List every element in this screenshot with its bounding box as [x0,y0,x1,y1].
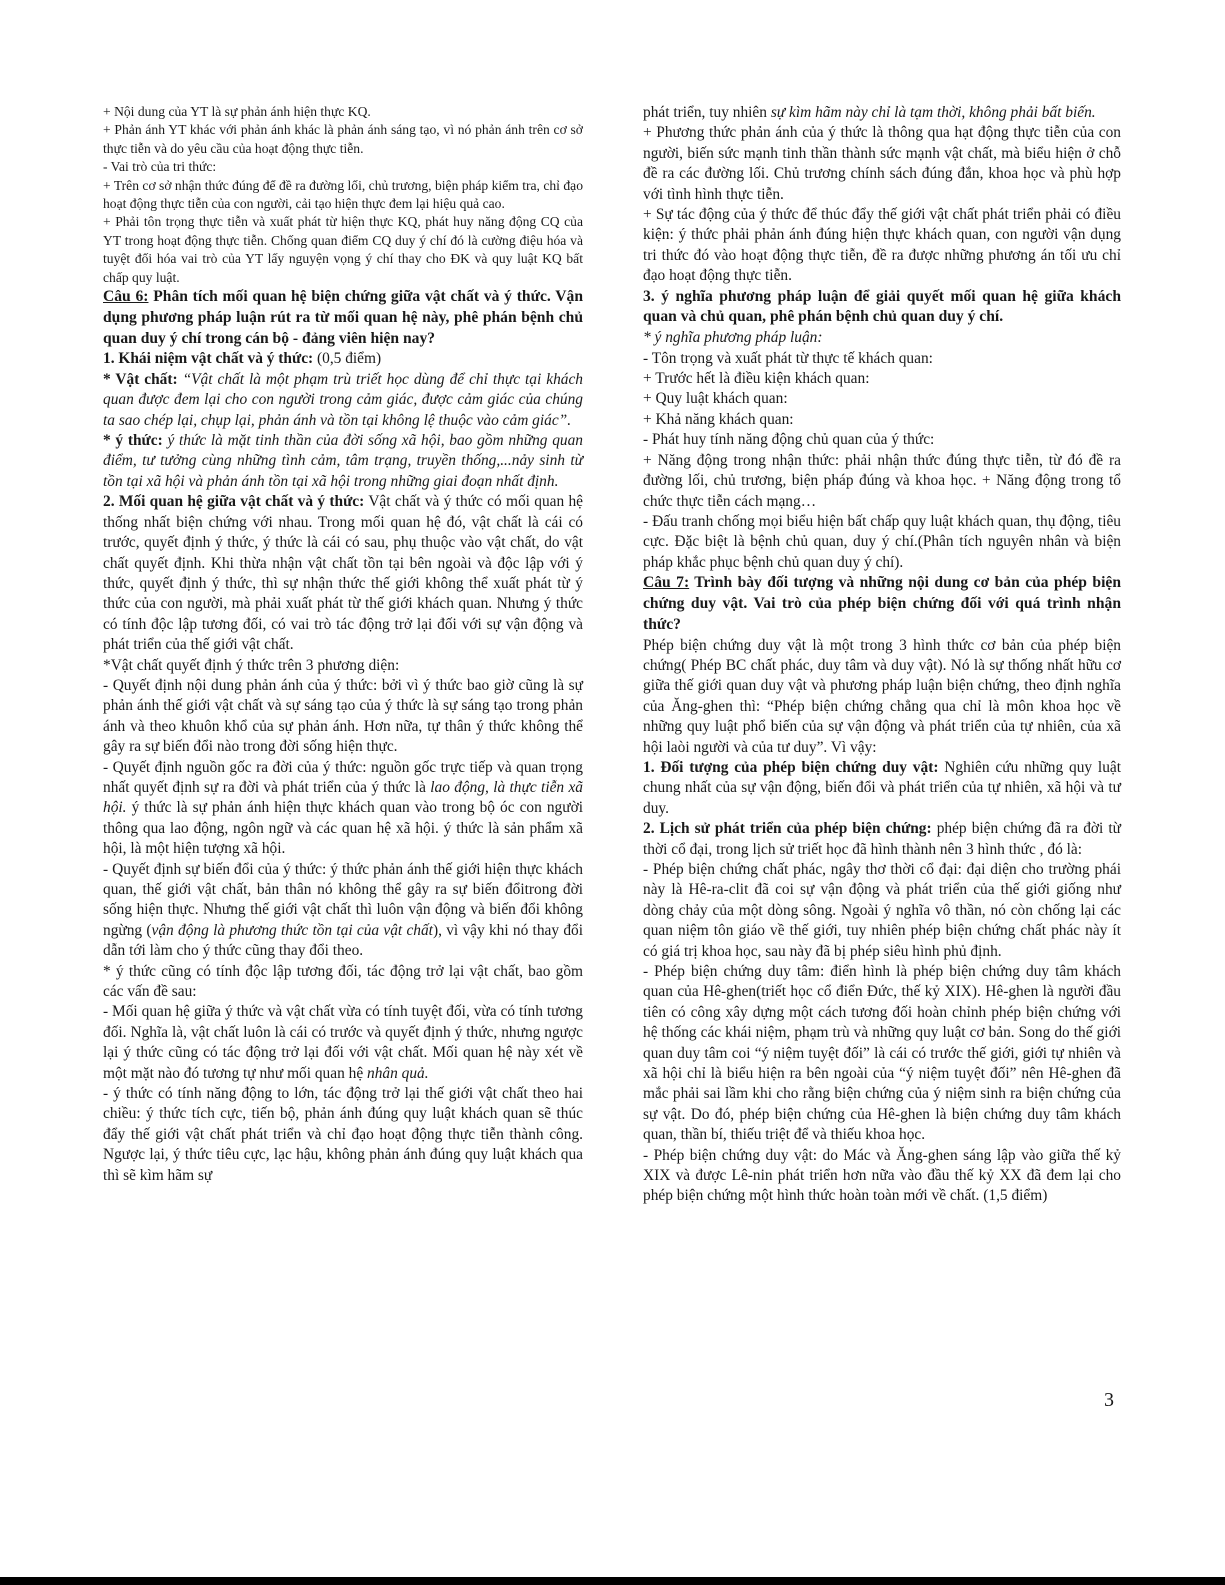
bottom-border [0,1577,1225,1585]
paragraph: + Khả năng khách quan: [643,410,794,428]
question-7-text: Trình bày đối tượng và những nội dung cơ bản của phép biện chứng duy vật. Vai trò của phép biện chứng đối với quá trình nhận thức? [643,574,1121,633]
left-column [103,103,583,1186]
text-run-italic: sự kìm hãm này chỉ là tạm thời, không phải bất biến. [770,104,1096,121]
consciousness-text: ý thức là mặt tinh thần của đời sống xã hội, bao gồm những quan điểm, tư tưởng cùng những tình cảm, tâm trạng, truyền thống,...nảy sinh từ tồn tại xã hội và phản ánh tồn tại xã hội trong những giai đoạn nhất định. [103,432,583,490]
paragraph: + Nội dung của YT là sự phản ánh hiện thực KQ. [103,104,371,119]
text-run: - Quyết định sự biến đổi của ý thức: ý thức phản ánh thế giới hiện thực khách quan, thế giới vật chất, bản thân nó không thể gây ra sự biến đổitrong đời sống hiện thực. Nhưng thế giới vật chất thì luôn vận động và biến đổi không ngừng ( [103,860,583,939]
question-7-label: Câu 7: [643,574,690,592]
section-2-text: Vật chất và ý thức có mối quan hệ thống nhất biện chứng với nhau. Trong mối quan hệ đó, vật chất là cái có trước, quyết định ý thức, ý thức là cái có sau, phụ thuộc vào vật chất, do vật chất quyết định. Khi thừa nhận vật chất tồn tại bên ngoài và độc lập với ý thức, quyết định ý thức, thì sự nhận thức thế giới không thể xuất phát từ ý thức của con người, mà phải xuất phát từ thế giới khách quan. Nhưng ý thức có tính độc lập tương đối, có vai trò tác động trở lại đối với sự vận động và phát triển của thế giới vật chất. [103,493,584,654]
text-run: phép biện chứng đã ra đời từ thời cổ đại, trong lịch sử triết học đã hình thành nên 3 hình thức , đó là: [643,820,1121,858]
section-3-subheading: * ý nghĩa phương pháp luận: [643,329,823,347]
section-2-title: 2. Mối quan hệ giữa vật chất và ý thức: [103,493,365,511]
question-6-text: Phân tích mối quan hệ biện chứng giữa vật chất và ý thức. Vận dụng phương pháp luận rút ra từ mối quan hệ này, phê phán bệnh chủ quan duy ý chí trong cán bộ - đảng viên hiện nay? [103,288,583,347]
paragraph: + Trên cơ sở nhận thức đúng để đề ra đường lối, chủ trương, biện pháp kiểm tra, chỉ đạo hoạt động thực tiễn của con người, cải tạo hiện thực đem lại hiệu quả cao. [103,177,583,212]
text-run: Nghiên cứu những quy luật chung nhất của sự vận động, biến đổi và phát triển của tự nhiên, xã hội và tư duy. [643,758,1121,817]
paragraph [103,758,583,860]
paragraph: + Phương thức phản ánh của ý thức là thông qua hạt động thực tiễn của con người, biến sức mạnh tinh thần thành sức mạnh vật chất, mà biểu hiện ở chỗ đề ra các đường lối. Chủ trương chính sách đúng đắn, khoa học và phù hợp với tình hình thực tiễn. [643,124,1121,203]
paragraph: + Sự tác động của ý thức để thúc đẩy thế giới vật chất phát triển phải có điều kiện: ý thức phải phản ánh đúng hiện thực khách quan, con người vận dụng tri thức đó vào hoạt động thực tiễn, đề ra được những phương án tối ưu chỉ đạo hoạt động thực tiễn. [643,206,1121,285]
consciousness-definition [103,431,583,492]
right-column [643,103,1121,1207]
paragraph: + Năng động trong nhận thức: phải nhận thức đúng thực tiễn, từ đó đề ra đường lối, chủ trương, biện pháp đúng và khoa học. + Năng động trong tổ chức thực tiễn cách mạng… [643,451,1121,510]
text-run: ), vì vậy khi nó thay đổi dẫn tới làm cho ý thức cũng thay đổi theo. [103,921,583,960]
subsection-title: 2. Lịch sử phát triển của phép biện chứng: [643,820,932,838]
section-1-score: (0,5 điểm) [313,350,382,368]
paragraph: Phép biện chứng duy vật là một trong 3 hình thức cơ bản của phép biện chứng( Phép BC chất phác, duy tâm và duy vật). Nó là sự thống nhất hữu cơ giữa thế giới quan duy vật và phương pháp luận biện chứng, theo định nghĩa của Ăng-ghen thì: “Phép biện chứng chẳng qua chỉ là môn khoa học về những quy luật phổ biến của sự vận động và phát triển của tự nhiên, của xã hội laòi người và của tư duy”. Vì vậy: [643,636,1121,756]
paragraph: - Vai trò của tri thức: [103,159,217,175]
paragraph [643,758,1121,819]
paragraph: - Phép biện chứng duy vật: do Mác và Ăng-ghen sáng lập vào giữa thế kỷ XIX và được Lê-nin phát triển hơn nữa vào đầu thế kỷ XX đã đem lại cho phép biện chứng một hình thức hoàn toàn mới về chất. (1,5 điểm) [643,1146,1121,1205]
paragraph: - ý thức có tính năng động to lớn, tác động trở lại thế giới vật chất theo hai chiều: ý thức tích cực, tiến bộ, phản ánh đúng quy luật khách quan sẽ thúc đẩy thế giới vật chất phát triển và chỉ đạo hoạt động thực tiễn thành công. Ngược lại, ý thức tiêu cực, lạc hậu, không phản ánh đúng quy luật khách qua thì sẽ kìm hãm sự [103,1085,583,1184]
paragraph: + Quy luật khách quan: [643,390,788,408]
consciousness-label: * ý thức: [103,432,163,450]
text-run: - Mối quan hệ giữa ý thức và vật chất vừa có tính tuyệt đối, vừa có tính tương đối. Nghĩa là, vật chất luôn là cái có trước và quyết định ý thức, nhưng ngược lại ý thức cũng có tác động trở lại đối với vật chất. Mối quan hệ này xét về một mặt nào đó tương tự như mối quan hệ [103,1003,583,1082]
section-1-title: 1. Khái niệm vật chất và ý thức: [103,350,314,368]
section-3-heading: 3. ý nghĩa phương pháp luận để giải quyết mối quan hệ giữa khách quan và chủ quan, phê phán bệnh chủ quan duy ý chí. [643,287,1121,326]
question-6-label: Câu 6: [103,288,149,306]
question-6-heading [103,287,583,349]
text-run: - Quyết định nguồn gốc ra đời của ý thức: nguồn gốc trực tiếp và quan trọng nhất quyết định sự ra đời và phát triển của ý thức là [103,758,583,796]
paragraph: - Tôn trọng và xuất phát từ thực tế khách quan: [643,349,933,367]
paragraph [103,1002,583,1084]
paragraph: - Phép biện chứng duy tâm: điển hình là phép biện chứng duy tâm khách quan của Hê-ghen(triết học cổ điển Đức, thế kỷ XIX). Hê-ghen là người đầu tiên có công xây dựng một cách tương đối hoàn chỉnh phép biện chứng với hệ thống các khái niệm, phạm trù và những quy luật cơ bản. Song do thế giới quan duy tâm coi “ý niệm tuyệt đối” là cái có trước thế giới, giới tự nhiên và xã hội chỉ là biểu hiện ra bên ngoài của “ý niệm tuyệt đối” nên Hê-ghen đã mắc phải sai lầm khi cho rằng biện chứng của ý niệm sinh ra biện chứng của sự vật. Do đó, phép biện chứng của Hê-ghen là biện chứng duy tâm khách quan, thần bí, thiếu triệt để và thiếu khoa học. [643,963,1121,1144]
text-run-italic: nhân quả. [367,1064,429,1082]
paragraph [643,819,1121,860]
paragraph: - Phát huy tính năng động chủ quan của ý thức: [643,431,935,449]
text-run: phát triển, tuy nhiên [643,104,771,121]
subsection-title: 1. Đối tượng của phép biện chứng duy vật: [643,758,939,776]
section-2 [103,492,583,655]
text-run-italic: vận động là phương thức tồn tại của vật chất [151,921,433,939]
paragraph: - Đấu tranh chống mọi biểu hiện bất chấp quy luật khách quan, thụ động, tiêu cực. Đặc biệt là bệnh chủ quan, duy ý chí.(Phân tích nguyên nhân và biện pháp khắc phục bệnh chủ quan duy ý chí). [643,512,1121,571]
text-run: ý thức là sự phản ánh hiện thực khách quan vào trong bộ óc con người thông qua lao động, ngôn ngữ và các quan hệ xã hội. ý thức là sản phẩm xã hội, là một hiện tượng xã hội. [103,799,583,858]
paragraph: + Phải tôn trọng thực tiễn và xuất phát từ hiện thực KQ, phát huy năng động CQ của YT trong hoạt động thực tiễn. Chống quan điểm CQ duy ý chí đó là cường điệu hóa và tuyệt đối hóa vai trò của YT lấy nguyện vọng ý chí thay cho ĐK và quy luật KQ bất chấp quy luật. [103,214,583,285]
matter-text: “Vật chất là một phạm trù triết học dùng để chỉ thực tại khách quan được đem lại cho con người trong cảm giác, được cảm giác của chúng ta sao chép lại, chụp lại, phản ánh và tồn tại không lệ thuộc vào cảm giác”. [103,370,583,429]
matter-definition [103,370,583,431]
paragraph [643,103,1121,123]
section-1-heading [103,349,583,369]
paragraph: + Trước hết là điều kiện khách quan: [643,370,870,388]
paragraph [103,860,583,962]
page-number: 3 [1104,1389,1114,1411]
paragraph: + Phản ánh YT khác với phản ánh khác là phản ánh sáng tạo, vì nó phản ánh trên cơ sở thực tiễn và do yêu cầu của hoạt động thực tiễn. [103,122,583,156]
paragraph: * ý thức cũng có tính độc lập tương đối, tác động trở lại vật chất, bao gồm các vấn đề sau: [103,962,583,1001]
paragraph: *Vật chất quyết định ý thức trên 3 phương diện: [103,656,400,674]
paragraph: - Phép biện chứng chất phác, ngây thơ thời cổ đại: đại diện cho trường phái này là Hê-ra-clit đã coi sự vận động và phát triển của thế giới giống như dòng chảy của một dòng sông. Ngoài ý nghĩa vô thần, nó còn chống lại các quan niệm tôn giáo về thế giới, tuy nhiên phép biện chứng chất phác này ít có giá trị khoa học, sau này đã bị phép siêu hình phủ định. [643,860,1121,960]
matter-label: * Vật chất: [103,370,178,388]
question-7-heading [643,573,1121,635]
text-run-italic: lao động, là thực tiễn xã hội. [103,778,583,817]
paragraph: - Quyết định nội dung phản ánh của ý thức: bởi vì ý thức bao giờ cũng là sự phản ánh thế giới vật chất và sự sáng tạo của ý thức là sự sáng tạo trong phản ánh và theo khuôn khổ của sự phản ánh. Hơn nữa, tự thân ý thức không thể gây ra sự biến đổi nào trong đời sống hiện thực. [103,676,583,756]
